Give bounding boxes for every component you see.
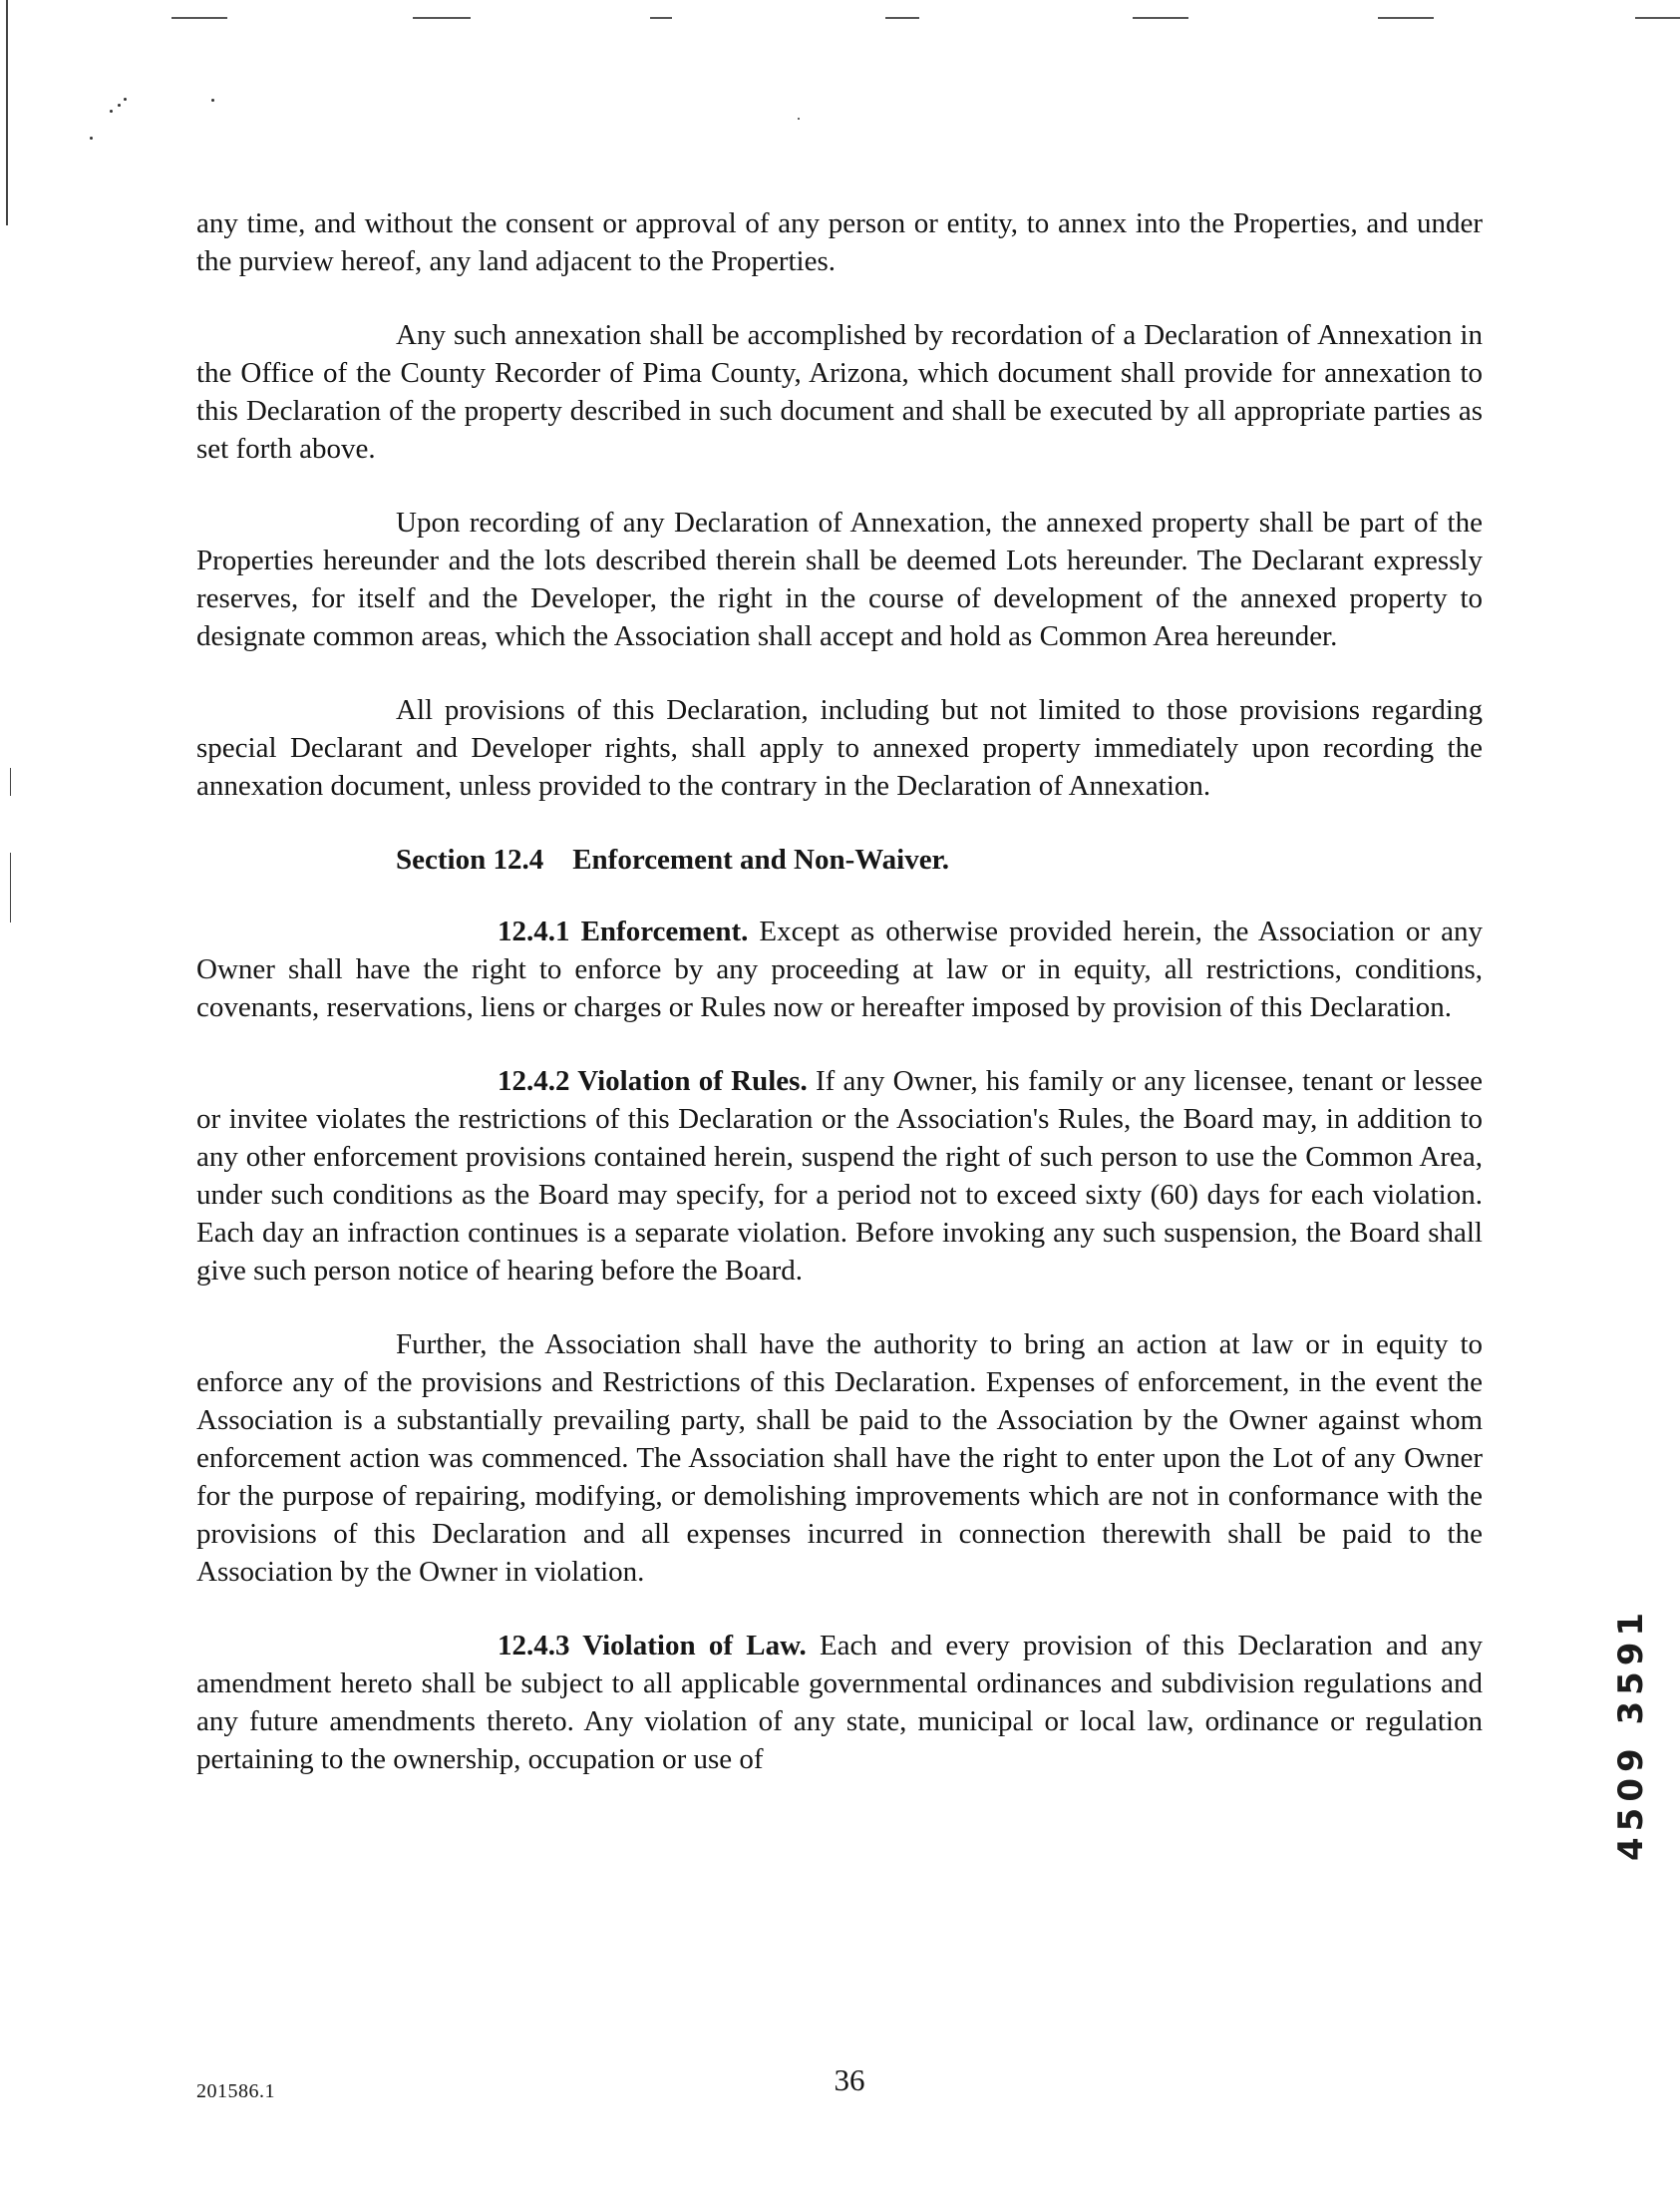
paragraph-annexation-recordation: Any such annexation shall be accomplished by recordation of a Declaration of Annexation in the Office of the County Recorder of Pima County, Arizona, which document shall provide for annexation to this Declaration of the property described in such document and shall be executed by all appropriate parties as set forth above.	[196, 319, 1483, 465]
recorder-stamp: 4509 3591	[1611, 1606, 1651, 1861]
scan-mark	[171, 17, 227, 19]
paragraph-annex-continuation: any time, and without the consent or approval of any person or entity, to annex into the Properties, and under the purview hereof, any land adjacent to the Properties.	[196, 207, 1483, 277]
scan-speck	[211, 99, 214, 102]
scan-mark	[650, 17, 672, 19]
paragraph-further-authority: Further, the Association shall have the authority to bring an action at law or in equity to enforce any of the provisions and Restrictions of this Declaration. Expenses of enforcement, in the event the Association is a substantially prevailing party, shall be paid to the Association by the Owner against whom enforcement action was commenced. The Association shall have the right to enter upon the Lot of any Owner for the purpose of repairing, modifying, or demolishing improvements which are not in conformance with the provisions of this Declaration and all expenses incurred in connection therewith shall be paid to the Association by the Owner in violation.	[196, 1328, 1483, 1588]
scan-mark	[10, 768, 11, 796]
subsection-title: 12.4.1 Enforcement.	[498, 916, 749, 947]
paragraph-enforcement	[196, 913, 1483, 1026]
scan-mark	[413, 17, 471, 19]
scan-speck	[110, 110, 113, 113]
scan-mark	[1133, 17, 1188, 19]
scan-speck	[798, 118, 800, 120]
subsection-text: Except as otherwise provided herein, the Association or any Owner shall have the right to enforce by any proceeding at law or in equity, all restrictions, conditions, covenants, reservations, liens or charges or Rules now or hereafter imposed by provision of this Declaration.	[196, 916, 1483, 1023]
scan-mark	[1635, 17, 1680, 19]
section-heading: Section 12.4 Enforcement and Non-Waiver.	[396, 844, 950, 876]
scan-speck	[124, 98, 127, 101]
scan-mark	[1378, 17, 1434, 19]
document-id: 201586.1	[196, 2080, 275, 2102]
scan-speck	[118, 104, 121, 107]
scan-mark	[885, 17, 919, 19]
page-number: 36	[834, 2062, 865, 2097]
document-body	[196, 204, 1483, 1814]
subsection-title: 12.4.3 Violation of Law.	[498, 1630, 807, 1661]
paragraph-provisions-apply: All provisions of this Declaration, including but not limited to those provisions regarding special Declarant and Developer rights, shall apply to annexed property immediately upon recording the annexation document, unless provided to the contrary in the Declaration of Annexation.	[196, 694, 1483, 802]
paragraph-annexed-property: Upon recording of any Declaration of Annexation, the annexed property shall be part of the Properties hereunder and the lots described therein shall be deemed Lots hereunder. The Declarant expressly reserves, for itself and the Developer, the right in the course of development of the annexed property to designate common areas, which the Association shall accept and hold as Common Area hereunder.	[196, 507, 1483, 652]
scan-mark	[10, 853, 11, 922]
scan-speck	[90, 137, 93, 140]
subsection-title: 12.4.2 Violation of Rules.	[498, 1065, 808, 1097]
paragraph-violation-of-rules	[196, 1062, 1483, 1290]
subsection-text: Each and every provision of this Declaration and any amendment hereto shall be subject to all applicable governmental ordinances and subdivision regulations and any future amendments thereto. Any violation of any state, municipal or local law, ordinance or regulation pertaining to the ownership, occupation or use of	[196, 1630, 1483, 1775]
scan-mark	[6, 0, 8, 225]
paragraph-violation-of-law	[196, 1627, 1483, 1778]
subsection-text: If any Owner, his family or any licensee, tenant or lessee or invitee violates the restrictions of this Declaration or the Association's Rules, the Board may, in addition to any other enforcement provisions contained herein, suspend the right of such person to use the Common Area, under such conditions as the Board may specify, for a period not to exceed sixty (60) days for each violation. Each day an infraction continues is a separate violation. Before invoking any such suspension, the Board shall give such person notice of hearing before the Board.	[196, 1065, 1484, 1287]
